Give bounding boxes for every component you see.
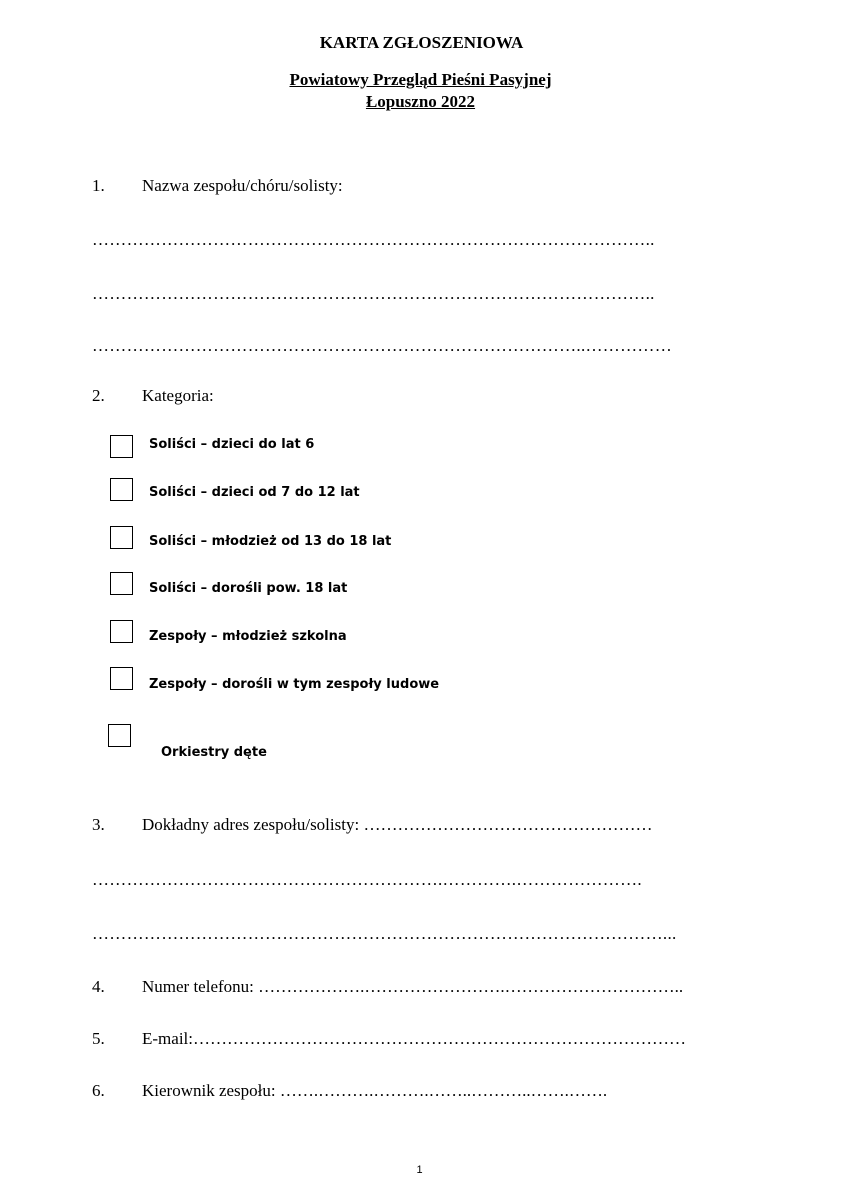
section-1-fill-line-2[interactable]: …………………………………………………………………………………….. — [92, 284, 655, 303]
category-checkbox-7[interactable] — [108, 724, 131, 747]
section-3-label-text: Dokładny adres zespołu/solisty: — [142, 815, 364, 834]
section-6-label-text: Kierownik zespołu: — [142, 1081, 280, 1100]
category-checkbox-1[interactable] — [110, 435, 133, 458]
category-option-3: Soliści – młodzież od 13 do 18 lat — [149, 534, 392, 549]
category-option-1: Soliści – dzieci do lat 6 — [149, 437, 315, 452]
event-place-year: Łopuszno 2022 — [365, 92, 476, 111]
section-3-label — [142, 815, 652, 835]
category-option-5: Zespoły – młodzież szkolna — [149, 629, 347, 644]
category-option-7: Orkiestry dęte — [161, 745, 267, 760]
section-5-label-text: E-mail: — [142, 1029, 193, 1048]
section-1-fill-line-3[interactable]: …………………………………………………………………………..…………… — [92, 336, 672, 355]
section-6-number: 6. — [92, 1081, 105, 1100]
category-option-4: Soliści – dorośli pow. 18 lat — [149, 581, 348, 596]
section-4-label — [142, 977, 683, 997]
category-checkbox-6[interactable] — [110, 667, 133, 690]
page-number: 1 — [416, 1164, 423, 1176]
category-checkbox-5[interactable] — [110, 620, 133, 643]
section-2-label: Kategoria: — [142, 386, 214, 405]
team-leader-fill[interactable]: …….……….……….……..………..…….……. — [279, 1081, 608, 1100]
section-4-label-text: Numer telefonu: — [142, 977, 259, 996]
event-name: Powiatowy Przegląd Pieśni Pasyjnej — [289, 70, 552, 89]
phone-number-fill[interactable]: ……………….…………………….………………………….. — [258, 977, 684, 996]
section-3-fill-line-1[interactable]: …………………………………………………….………….…………………. — [92, 870, 642, 889]
section-3-number: 3. — [92, 815, 105, 834]
section-2-number: 2. — [92, 386, 105, 405]
section-4-number: 4. — [92, 977, 105, 996]
section-1-number: 1. — [92, 176, 105, 195]
category-option-6: Zespoły – dorośli w tym zespoły ludowe — [149, 677, 440, 692]
category-option-2: Soliści – dzieci od 7 do 12 lat — [149, 485, 360, 500]
category-checkbox-4[interactable] — [110, 572, 133, 595]
section-1-fill-line-1[interactable]: …………………………………………………………………………………….. — [92, 230, 655, 249]
section-3-inline-fill[interactable]: …………………………………………… — [363, 815, 653, 834]
form-title: KARTA ZGŁOSZENIOWA — [319, 33, 524, 52]
section-5-label — [142, 1029, 686, 1049]
section-1-label: Nazwa zespołu/chóru/solisty: — [142, 176, 343, 195]
section-5-number: 5. — [92, 1029, 105, 1048]
email-fill[interactable]: …………………………………………………………………………… — [192, 1029, 686, 1048]
section-3-fill-line-2[interactable]: ………………………………………………………………………………………... — [92, 924, 677, 943]
category-checkbox-2[interactable] — [110, 478, 133, 501]
category-checkbox-3[interactable] — [110, 526, 133, 549]
section-6-label — [142, 1081, 607, 1101]
